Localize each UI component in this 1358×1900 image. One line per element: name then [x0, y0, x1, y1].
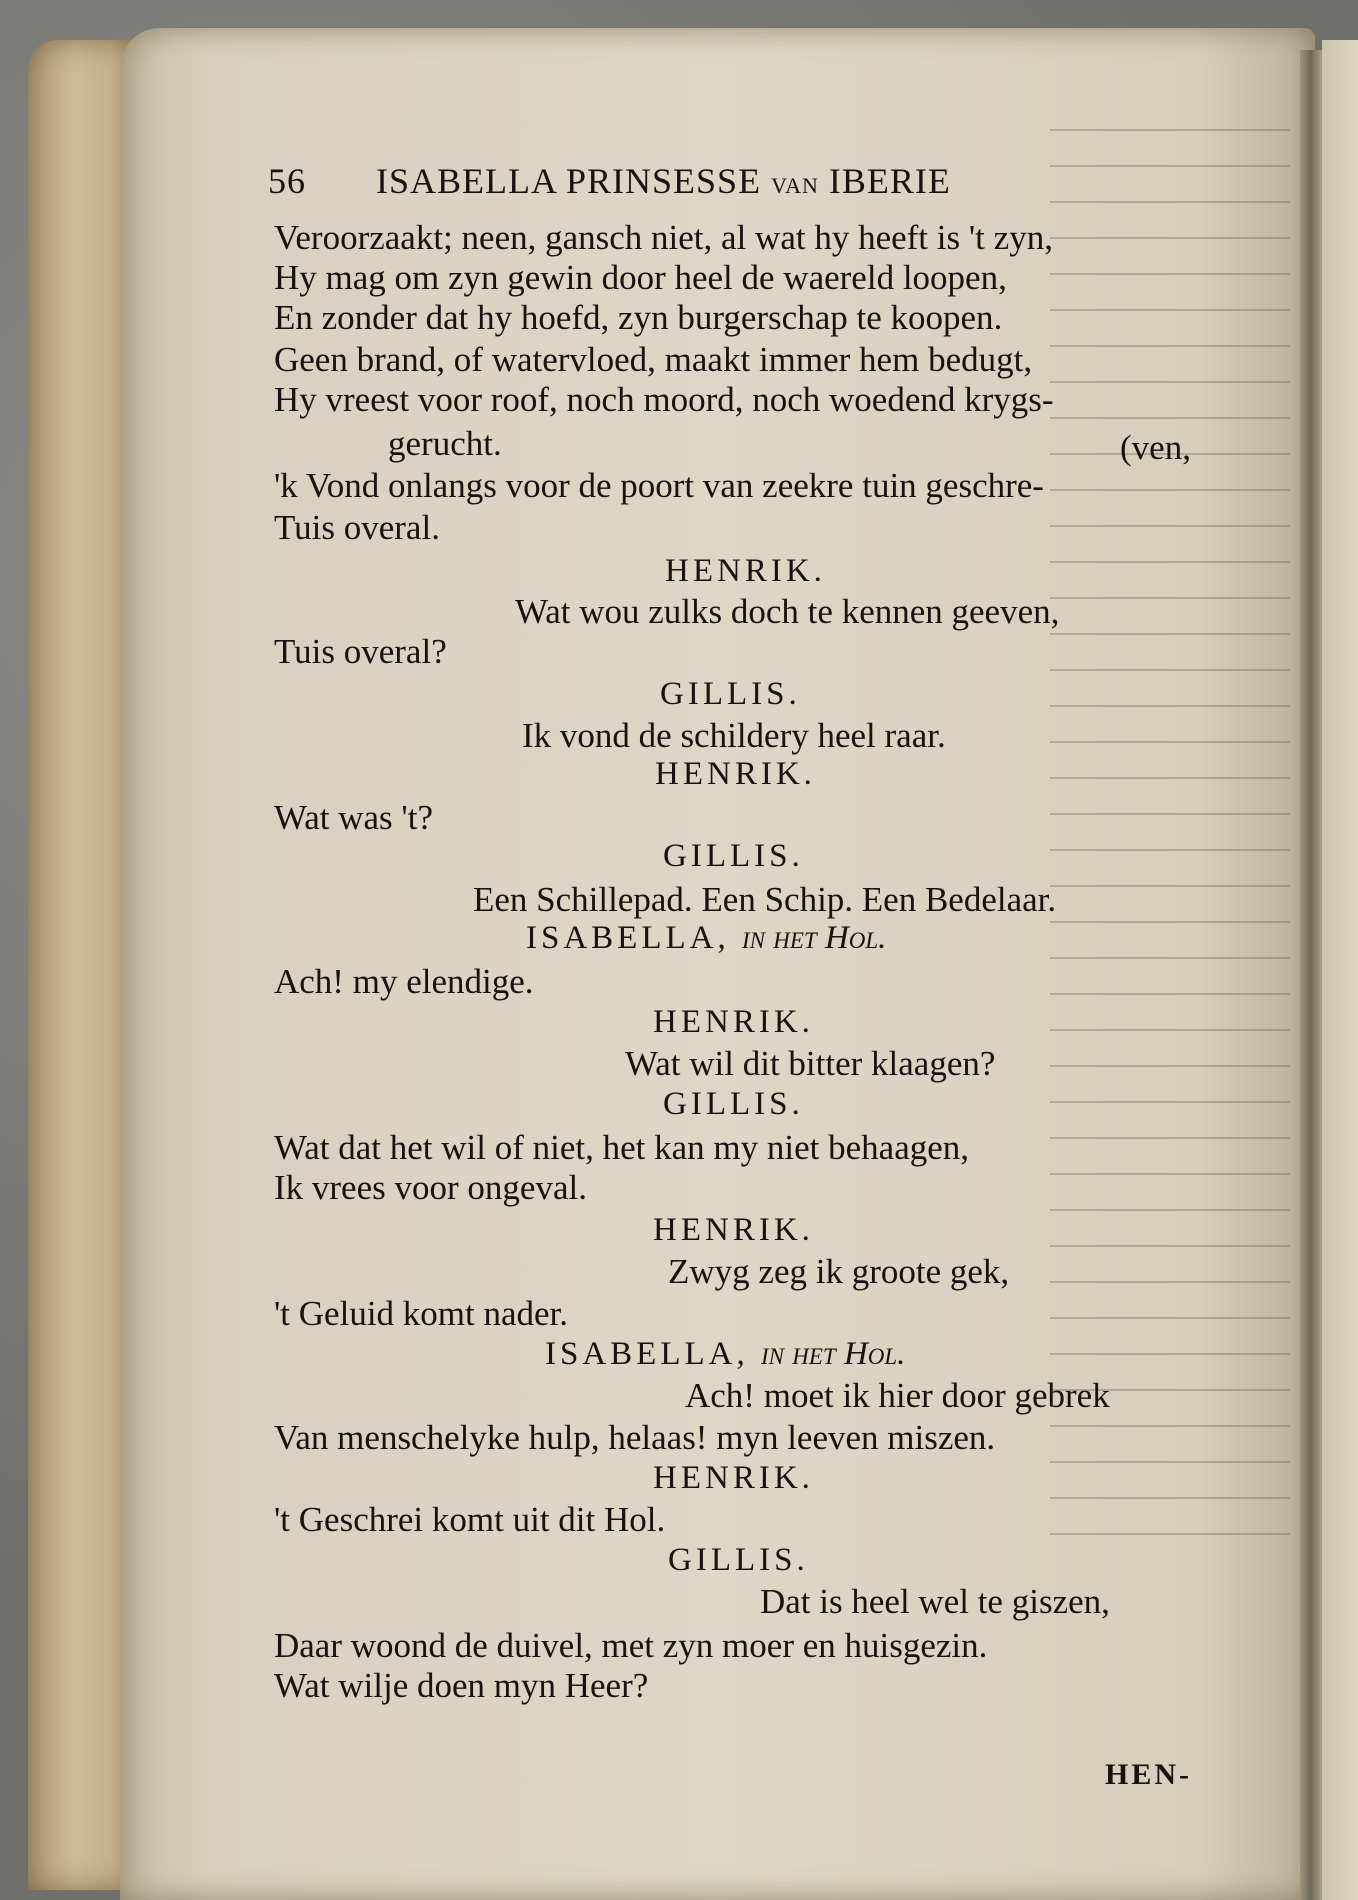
verse-line: Tuis overal?	[274, 632, 447, 671]
verse-line: Ik vrees voor ongeval.	[274, 1168, 587, 1207]
running-title-main: ISABELLA PRINSESSE	[376, 161, 762, 201]
verse-line: 't Geluid komt nader.	[274, 1294, 569, 1333]
verse-line: Wat was 't?	[274, 798, 433, 837]
verse-line: Ach! my elendige.	[274, 962, 534, 1001]
verse-line: Daar woond de duivel, met zyn moer en huisgezin.	[274, 1626, 988, 1665]
page-number: 56	[268, 161, 306, 201]
verse-line: Ach! moet ik hier door gebrek	[685, 1376, 1110, 1415]
verse-line: 'k Vond onlangs voor de poort van zeekre tuin geschre-	[274, 466, 1044, 505]
verse-line: Hy mag om zyn gewin door heel de waereld loopen,	[274, 258, 1007, 297]
verse-line: 't Geschrei komt uit dit Hol.	[274, 1500, 666, 1539]
verse-line: Zwyg zeg ik groote gek,	[668, 1252, 1010, 1291]
verse-line: Dat is heel wel te giszen,	[760, 1582, 1110, 1621]
verse-line: Ik vond de schildery heel raar.	[522, 716, 946, 755]
speaker-henrik: HENRIK.	[653, 1212, 814, 1248]
speaker-gillis: GILLIS.	[663, 1086, 804, 1122]
catchword: HEN-	[1105, 1758, 1192, 1791]
verse-line: gerucht.	[388, 424, 502, 463]
verse-line: Wat wilje doen myn Heer?	[274, 1666, 649, 1705]
speaker-henrik: HENRIK.	[653, 1460, 814, 1496]
speaker-isabella	[545, 1336, 905, 1373]
speaker-henrik: HENRIK.	[655, 756, 816, 792]
verse-line: Van menschelyke hulp, helaas! myn leeven miszen.	[274, 1418, 996, 1457]
verse-line: Een Schillepad. Een Schip. Een Bedelaar.	[473, 880, 1057, 919]
verse-line: En zonder dat hy hoefd, zyn burgerschap te koopen.	[274, 298, 1003, 337]
verse-line: Wat dat het wil of niet, het kan my niet behaagen,	[274, 1128, 970, 1167]
running-title-van: van	[771, 164, 819, 200]
speaker-gillis: GILLIS.	[663, 838, 804, 874]
speaker-name: ISABELLA,	[545, 1336, 749, 1372]
speaker-gillis: GILLIS.	[668, 1542, 809, 1578]
speaker-gillis: GILLIS.	[660, 676, 801, 712]
verse-turnover: (ven,	[1120, 428, 1191, 467]
verse-line: Tuis overal.	[274, 508, 440, 547]
speaker-name: ISABELLA,	[526, 920, 730, 956]
speaker-isabella	[526, 920, 886, 957]
verse-line: Wat wil dit bitter klaagen?	[625, 1044, 996, 1083]
verse-line: Veroorzaakt; neen, gansch niet, al wat hy heeft is 't zyn,	[274, 218, 1053, 257]
running-title	[376, 160, 951, 202]
stage-direction: in het Hol.	[761, 1336, 906, 1372]
running-title-end: IBERIE	[828, 161, 951, 201]
verse-line: Geen brand, of watervloed, maakt immer hem bedugt,	[274, 340, 1033, 379]
verse-line: Wat wou zulks doch te kennen geeven,	[515, 592, 1060, 631]
stage-direction: in het Hol.	[742, 920, 887, 956]
speaker-henrik: HENRIK.	[653, 1004, 814, 1040]
speaker-henrik: HENRIK.	[665, 553, 826, 589]
verse-line: Hy vreest voor roof, noch moord, noch woedend krygs-	[274, 380, 1054, 419]
